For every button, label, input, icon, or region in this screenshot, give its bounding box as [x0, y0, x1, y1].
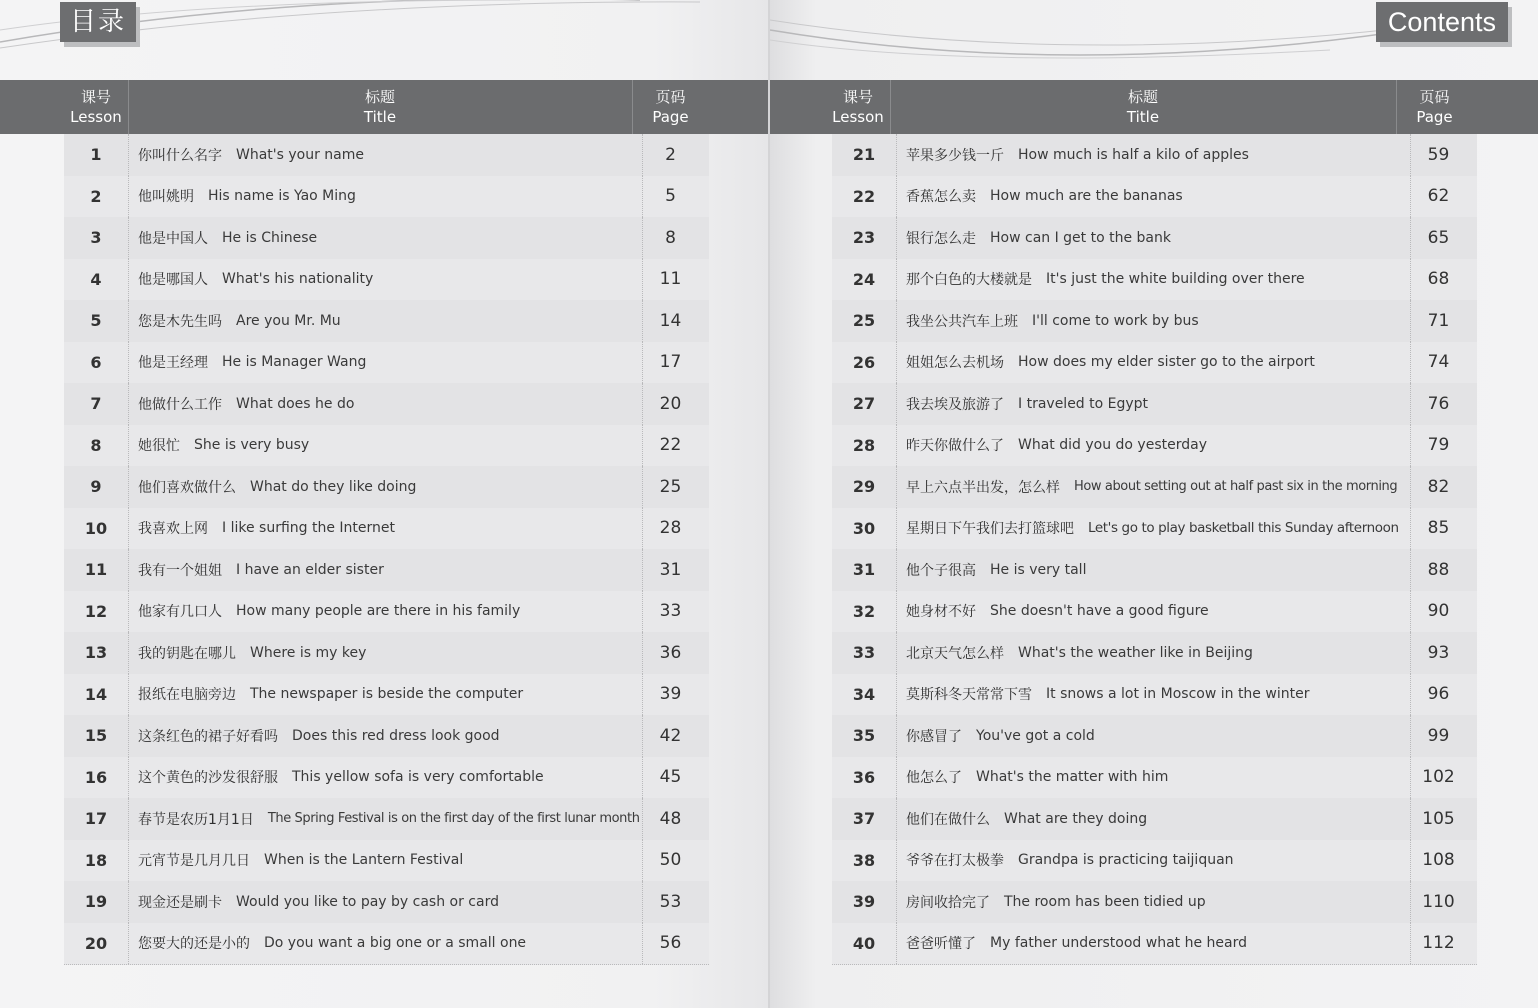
toc-row: [832, 217, 1477, 260]
lesson-title-en: He is Manager Wang: [222, 354, 367, 371]
lesson-title-en: It's just the white building over there: [1046, 271, 1305, 288]
page-number: 59: [1427, 144, 1450, 165]
lesson-title-en: How much is half a kilo of apples: [1018, 146, 1249, 163]
lesson-title: [128, 757, 643, 799]
table-header: [0, 80, 770, 134]
lesson-title-zh: 那个白色的大楼就是: [906, 272, 1032, 289]
header-title-zh: 标题: [1127, 88, 1158, 106]
lesson-number: 1: [64, 134, 129, 176]
page-number: 90: [1427, 601, 1450, 622]
lesson-title-en: What's your name: [236, 146, 365, 163]
right-page: [770, 0, 1538, 1008]
lesson-number: 37: [832, 798, 897, 840]
page-number: 82: [1427, 476, 1450, 497]
lesson-title-zh: 这条红色的裙子好看吗: [138, 728, 278, 745]
toc-row: [64, 549, 709, 592]
lesson-title-zh: 他是中国人: [138, 230, 208, 247]
page-number: 8: [665, 227, 676, 248]
lesson-title: [896, 591, 1411, 633]
lesson-title-zh: 莫斯科冬天常常下雪: [906, 687, 1032, 704]
toc-row: [64, 134, 709, 177]
lesson-title-zh: 他是王经理: [138, 355, 208, 372]
lesson-title-zh: 他叫姚明: [138, 189, 194, 206]
lesson-title: [896, 632, 1411, 674]
lesson-number: 4: [64, 259, 129, 301]
header-lesson-zh: 课号: [80, 88, 111, 106]
lesson-title: [896, 881, 1411, 923]
page-number: 22: [659, 435, 682, 456]
toc-row: [64, 383, 709, 426]
lesson-title: [896, 176, 1411, 218]
lesson-title-zh: 元宵节是几月几日: [138, 853, 250, 870]
lesson-title-zh: 现金还是刷卡: [138, 894, 222, 911]
lesson-number: 25: [832, 300, 897, 342]
lesson-title: [128, 923, 643, 965]
toc-row: [64, 342, 709, 385]
page-number: 25: [659, 476, 682, 497]
toc-row: [64, 466, 709, 509]
lesson-title: [896, 383, 1411, 425]
page-number: 5: [665, 186, 676, 207]
lesson-title-en: What did you do yesterday: [1018, 437, 1207, 454]
lesson-title-en: What's the matter with him: [976, 769, 1169, 786]
lesson-number: 13: [64, 632, 129, 674]
lesson-title-zh: 他们在做什么: [906, 811, 990, 828]
lesson-title: [896, 259, 1411, 301]
lesson-title: [128, 798, 643, 840]
lesson-title: [128, 466, 643, 508]
lesson-number: 26: [832, 342, 897, 384]
lesson-title-en: She doesn't have a good figure: [990, 603, 1209, 620]
lesson-title: [128, 176, 643, 218]
lesson-title: [128, 134, 643, 176]
lesson-title: [896, 342, 1411, 384]
lesson-number: 21: [832, 134, 897, 176]
page-number: 88: [1427, 559, 1450, 580]
lesson-title-en: The newspaper is beside the computer: [250, 686, 524, 703]
page-number: 110: [1422, 891, 1455, 912]
header-page-en: Page: [652, 108, 689, 126]
lesson-title-en: When is the Lantern Festival: [264, 852, 464, 869]
lesson-number: 11: [64, 549, 129, 591]
page-number: 74: [1427, 352, 1450, 373]
lesson-number: 15: [64, 715, 129, 757]
lesson-title-zh: 星期日下午我们去打篮球吧: [906, 521, 1074, 538]
page-number: 79: [1427, 435, 1450, 456]
lesson-title: [128, 591, 643, 633]
page-number: 14: [659, 310, 682, 331]
lesson-number: 28: [832, 425, 897, 467]
lesson-title-zh: 他怎么了: [906, 770, 962, 787]
lesson-title-en: What's his nationality: [222, 271, 374, 288]
lesson-title: [128, 715, 643, 757]
lesson-number: 17: [64, 798, 129, 840]
lesson-title-zh: 春节是农历1月1日: [138, 811, 254, 828]
header-lesson-zh: 课号: [842, 88, 873, 106]
lesson-number: 39: [832, 881, 897, 923]
page-number: 2: [665, 144, 676, 165]
lesson-title-zh: 您要大的还是小的: [138, 936, 250, 953]
header-title-en: Title: [1126, 108, 1160, 126]
toc-row: [832, 176, 1477, 219]
lesson-title-en: Would you like to pay by cash or card: [236, 893, 499, 910]
page-number: 68: [1427, 269, 1450, 290]
lesson-number: 36: [832, 757, 897, 799]
lesson-title-en: What do they like doing: [250, 478, 417, 495]
lesson-title: [896, 549, 1411, 591]
lesson-number: 30: [832, 508, 897, 550]
header-page-zh: 页码: [655, 88, 686, 106]
lesson-title: [128, 632, 643, 674]
lesson-title: [128, 217, 643, 259]
toc-row: [832, 508, 1477, 551]
lesson-title: [896, 715, 1411, 757]
header-title-en: Title: [363, 108, 397, 126]
toc-row: [832, 715, 1477, 758]
page-number: 28: [659, 518, 682, 539]
lesson-title-zh: 苹果多少钱一斤: [906, 147, 1004, 164]
header-title-zh: 标题: [364, 88, 395, 106]
lesson-number: 24: [832, 259, 897, 301]
lesson-number: 6: [64, 342, 129, 384]
toc-row: [64, 674, 709, 717]
toc-row: [832, 757, 1477, 800]
lesson-title-en: You've got a cold: [976, 727, 1095, 744]
lesson-number: 31: [832, 549, 897, 591]
lesson-number: 14: [64, 674, 129, 716]
lesson-title-zh: 爷爷在打太极拳: [906, 853, 1004, 870]
page-number: 36: [659, 642, 682, 663]
page-number: 93: [1427, 642, 1450, 663]
lesson-title-zh: 你叫什么名字: [138, 147, 222, 164]
lesson-title-en: His name is Yao Ming: [208, 188, 356, 205]
toc-row: [832, 632, 1477, 675]
toc-row: [832, 342, 1477, 385]
lesson-title: [128, 342, 643, 384]
page-number: 11: [659, 269, 682, 290]
lesson-title: [896, 840, 1411, 882]
toc-row: [832, 466, 1477, 509]
toc-row: [832, 259, 1477, 302]
lesson-title-en: Let's go to play basketball this Sunday afternoon: [1088, 520, 1399, 537]
page-number: 20: [659, 393, 682, 414]
page-number: 53: [659, 891, 682, 912]
lesson-title: [896, 674, 1411, 716]
toc-row: [832, 383, 1477, 426]
lesson-title-en: What does he do: [236, 395, 355, 412]
lesson-title-zh: 我去埃及旅游了: [906, 396, 1004, 413]
header-page-zh: 页码: [1419, 88, 1450, 106]
lesson-number: 22: [832, 176, 897, 218]
lesson-number: 23: [832, 217, 897, 259]
lesson-title-zh: 他家有几口人: [138, 604, 222, 621]
lesson-title: [128, 300, 643, 342]
page-title: Contents: [1376, 2, 1508, 42]
lesson-title-zh: 他们喜欢做什么: [138, 479, 236, 496]
toc-row: [64, 632, 709, 675]
header-lesson: [826, 80, 891, 134]
header-page: [1396, 80, 1473, 134]
lesson-title-zh: 早上六点半出发，怎么样: [906, 479, 1060, 496]
page-number: 39: [659, 684, 682, 705]
lesson-title-en: I have an elder sister: [236, 561, 384, 578]
lesson-title-zh: 报纸在电脑旁边: [138, 687, 236, 704]
lesson-number: 5: [64, 300, 129, 342]
lesson-title: [896, 508, 1411, 550]
lesson-number: 35: [832, 715, 897, 757]
page-number: 62: [1427, 186, 1450, 207]
lesson-number: 40: [832, 923, 897, 965]
lesson-title-zh: 他个子很高: [906, 562, 976, 579]
lesson-title-en: My father understood what he heard: [990, 935, 1247, 952]
toc-row: [832, 840, 1477, 883]
toc-row: [832, 923, 1477, 966]
toc-row: [64, 715, 709, 758]
lesson-number: 7: [64, 383, 129, 425]
header-title: [890, 80, 1397, 134]
page-number: 85: [1427, 518, 1450, 539]
lesson-title-en: What's the weather like in Beijing: [1018, 644, 1253, 661]
lesson-title: [896, 798, 1411, 840]
header-page-en: Page: [1416, 108, 1453, 126]
lesson-title-en: How does my elder sister go to the airport: [1018, 354, 1315, 371]
lesson-title: [128, 840, 643, 882]
lesson-title-zh: 北京天气怎么样: [906, 645, 1004, 662]
page-number: 99: [1427, 725, 1450, 746]
lesson-number: 16: [64, 757, 129, 799]
lesson-title-en: How about setting out at half past six in the morning: [1074, 479, 1398, 495]
lesson-title-zh: 房间收拾完了: [906, 894, 990, 911]
lesson-title: [128, 383, 643, 425]
toc-row: [832, 134, 1477, 177]
header-lesson-en: Lesson: [70, 108, 122, 126]
lesson-title: [128, 549, 643, 591]
page-number: 50: [659, 850, 682, 871]
page-number: 105: [1422, 808, 1455, 829]
page-number: 112: [1422, 933, 1455, 954]
header-title: [128, 80, 633, 134]
lesson-title: [128, 425, 643, 467]
lesson-title: [128, 508, 643, 550]
toc-row: [64, 840, 709, 883]
header-page: [632, 80, 709, 134]
page-number: 76: [1427, 393, 1450, 414]
lesson-title-en: How can I get to the bank: [990, 229, 1171, 246]
lesson-title-zh: 香蕉怎么卖: [906, 189, 976, 206]
lesson-title-zh: 昨天你做什么了: [906, 438, 1004, 455]
lesson-title-zh: 姐姐怎么去机场: [906, 355, 1004, 372]
lesson-title-en: Are you Mr. Mu: [236, 312, 341, 329]
lesson-title-en: Does this red dress look good: [292, 727, 500, 744]
lesson-title: [896, 923, 1411, 965]
lesson-title-zh: 他做什么工作: [138, 396, 222, 413]
header-lesson-en: Lesson: [832, 108, 884, 126]
lesson-title-en: Do you want a big one or a small one: [264, 935, 527, 952]
lesson-title-zh: 这个黄色的沙发很舒服: [138, 770, 278, 787]
lesson-number: 10: [64, 508, 129, 550]
lesson-number: 20: [64, 923, 129, 965]
lesson-number: 34: [832, 674, 897, 716]
toc-row: [64, 591, 709, 634]
page-number: 31: [659, 559, 682, 580]
lesson-title-en: What are they doing: [1004, 810, 1148, 827]
toc-row: [832, 300, 1477, 343]
lesson-title-zh: 他是哪国人: [138, 272, 208, 289]
toc-row: [64, 217, 709, 260]
lesson-number: 27: [832, 383, 897, 425]
lesson-title-zh: 银行怎么走: [906, 230, 976, 247]
lesson-title-zh: 我有一个姐姐: [138, 562, 222, 579]
lesson-title-en: He is very tall: [990, 561, 1087, 578]
toc-row: [832, 549, 1477, 592]
toc-row: [832, 798, 1477, 841]
lesson-title-zh: 我喜欢上网: [138, 521, 208, 538]
table-header: [770, 80, 1538, 134]
lesson-title: [896, 757, 1411, 799]
page-number: 108: [1422, 850, 1455, 871]
toc-row: [64, 259, 709, 302]
lesson-title-en: This yellow sofa is very comfortable: [292, 769, 544, 786]
lesson-number: 18: [64, 840, 129, 882]
toc-row: [832, 674, 1477, 717]
page-number: 96: [1427, 684, 1450, 705]
page-number: 65: [1427, 227, 1450, 248]
lesson-number: 19: [64, 881, 129, 923]
lesson-number: 12: [64, 591, 129, 633]
lesson-title-en: The Spring Festival is on the first day of the first lunar month: [267, 811, 640, 827]
lesson-title: [896, 217, 1411, 259]
header-lesson: [64, 80, 129, 134]
toc-row: [64, 923, 709, 966]
toc-row: [64, 425, 709, 468]
page-number: 56: [659, 933, 682, 954]
page-number: 48: [659, 808, 682, 829]
lesson-title: [128, 881, 643, 923]
lesson-title: [896, 425, 1411, 467]
toc-row: [64, 176, 709, 219]
toc-row: [64, 508, 709, 551]
lesson-title-en: She is very busy: [194, 437, 310, 454]
lesson-number: 8: [64, 425, 129, 467]
lesson-title-en: I traveled to Egypt: [1018, 395, 1149, 412]
lesson-title-zh: 我坐公共汽车上班: [906, 313, 1018, 330]
lesson-title-en: I like surfing the Internet: [222, 520, 395, 537]
lesson-title-en: Where is my key: [250, 644, 367, 661]
lesson-number: 3: [64, 217, 129, 259]
toc-row: [64, 757, 709, 800]
lesson-title: [128, 259, 643, 301]
page-number: 42: [659, 725, 682, 746]
lesson-title: [896, 134, 1411, 176]
toc-row: [64, 798, 709, 841]
toc-row: [64, 300, 709, 343]
page-number: 71: [1427, 310, 1450, 331]
lesson-title-zh: 您是木先生吗: [138, 313, 222, 330]
lesson-title-en: How many people are there in his family: [236, 603, 521, 620]
page-number: 45: [659, 767, 682, 788]
lesson-number: 9: [64, 466, 129, 508]
lesson-number: 38: [832, 840, 897, 882]
lesson-title-en: How much are the bananas: [990, 188, 1183, 205]
lesson-number: 2: [64, 176, 129, 218]
page-title: 目录: [60, 2, 136, 42]
lesson-number: 32: [832, 591, 897, 633]
lesson-title-en: The room has been tidied up: [1004, 893, 1206, 910]
toc-row: [64, 881, 709, 924]
lesson-title-zh: 她身材不好: [906, 604, 976, 621]
lesson-title-zh: 她很忙: [138, 438, 180, 455]
toc-row: [832, 425, 1477, 468]
page-number: 33: [659, 601, 682, 622]
toc-row: [832, 881, 1477, 924]
lesson-title-en: He is Chinese: [222, 229, 318, 246]
lesson-title-zh: 爸爸听懂了: [906, 936, 976, 953]
page-number: 17: [659, 352, 682, 373]
lesson-number: 29: [832, 466, 897, 508]
lesson-title: [128, 674, 643, 716]
lesson-title-zh: 我的钥匙在哪儿: [138, 645, 236, 662]
lesson-title-en: I'll come to work by bus: [1032, 312, 1199, 329]
lesson-title: [896, 466, 1411, 508]
lesson-title-en: It snows a lot in Moscow in the winter: [1046, 686, 1310, 703]
lesson-title-en: Grandpa is practicing taijiquan: [1018, 852, 1234, 869]
lesson-title: [896, 300, 1411, 342]
lesson-title-zh: 你感冒了: [906, 728, 962, 745]
page-number: 102: [1422, 767, 1455, 788]
toc-row: [832, 591, 1477, 634]
lesson-number: 33: [832, 632, 897, 674]
